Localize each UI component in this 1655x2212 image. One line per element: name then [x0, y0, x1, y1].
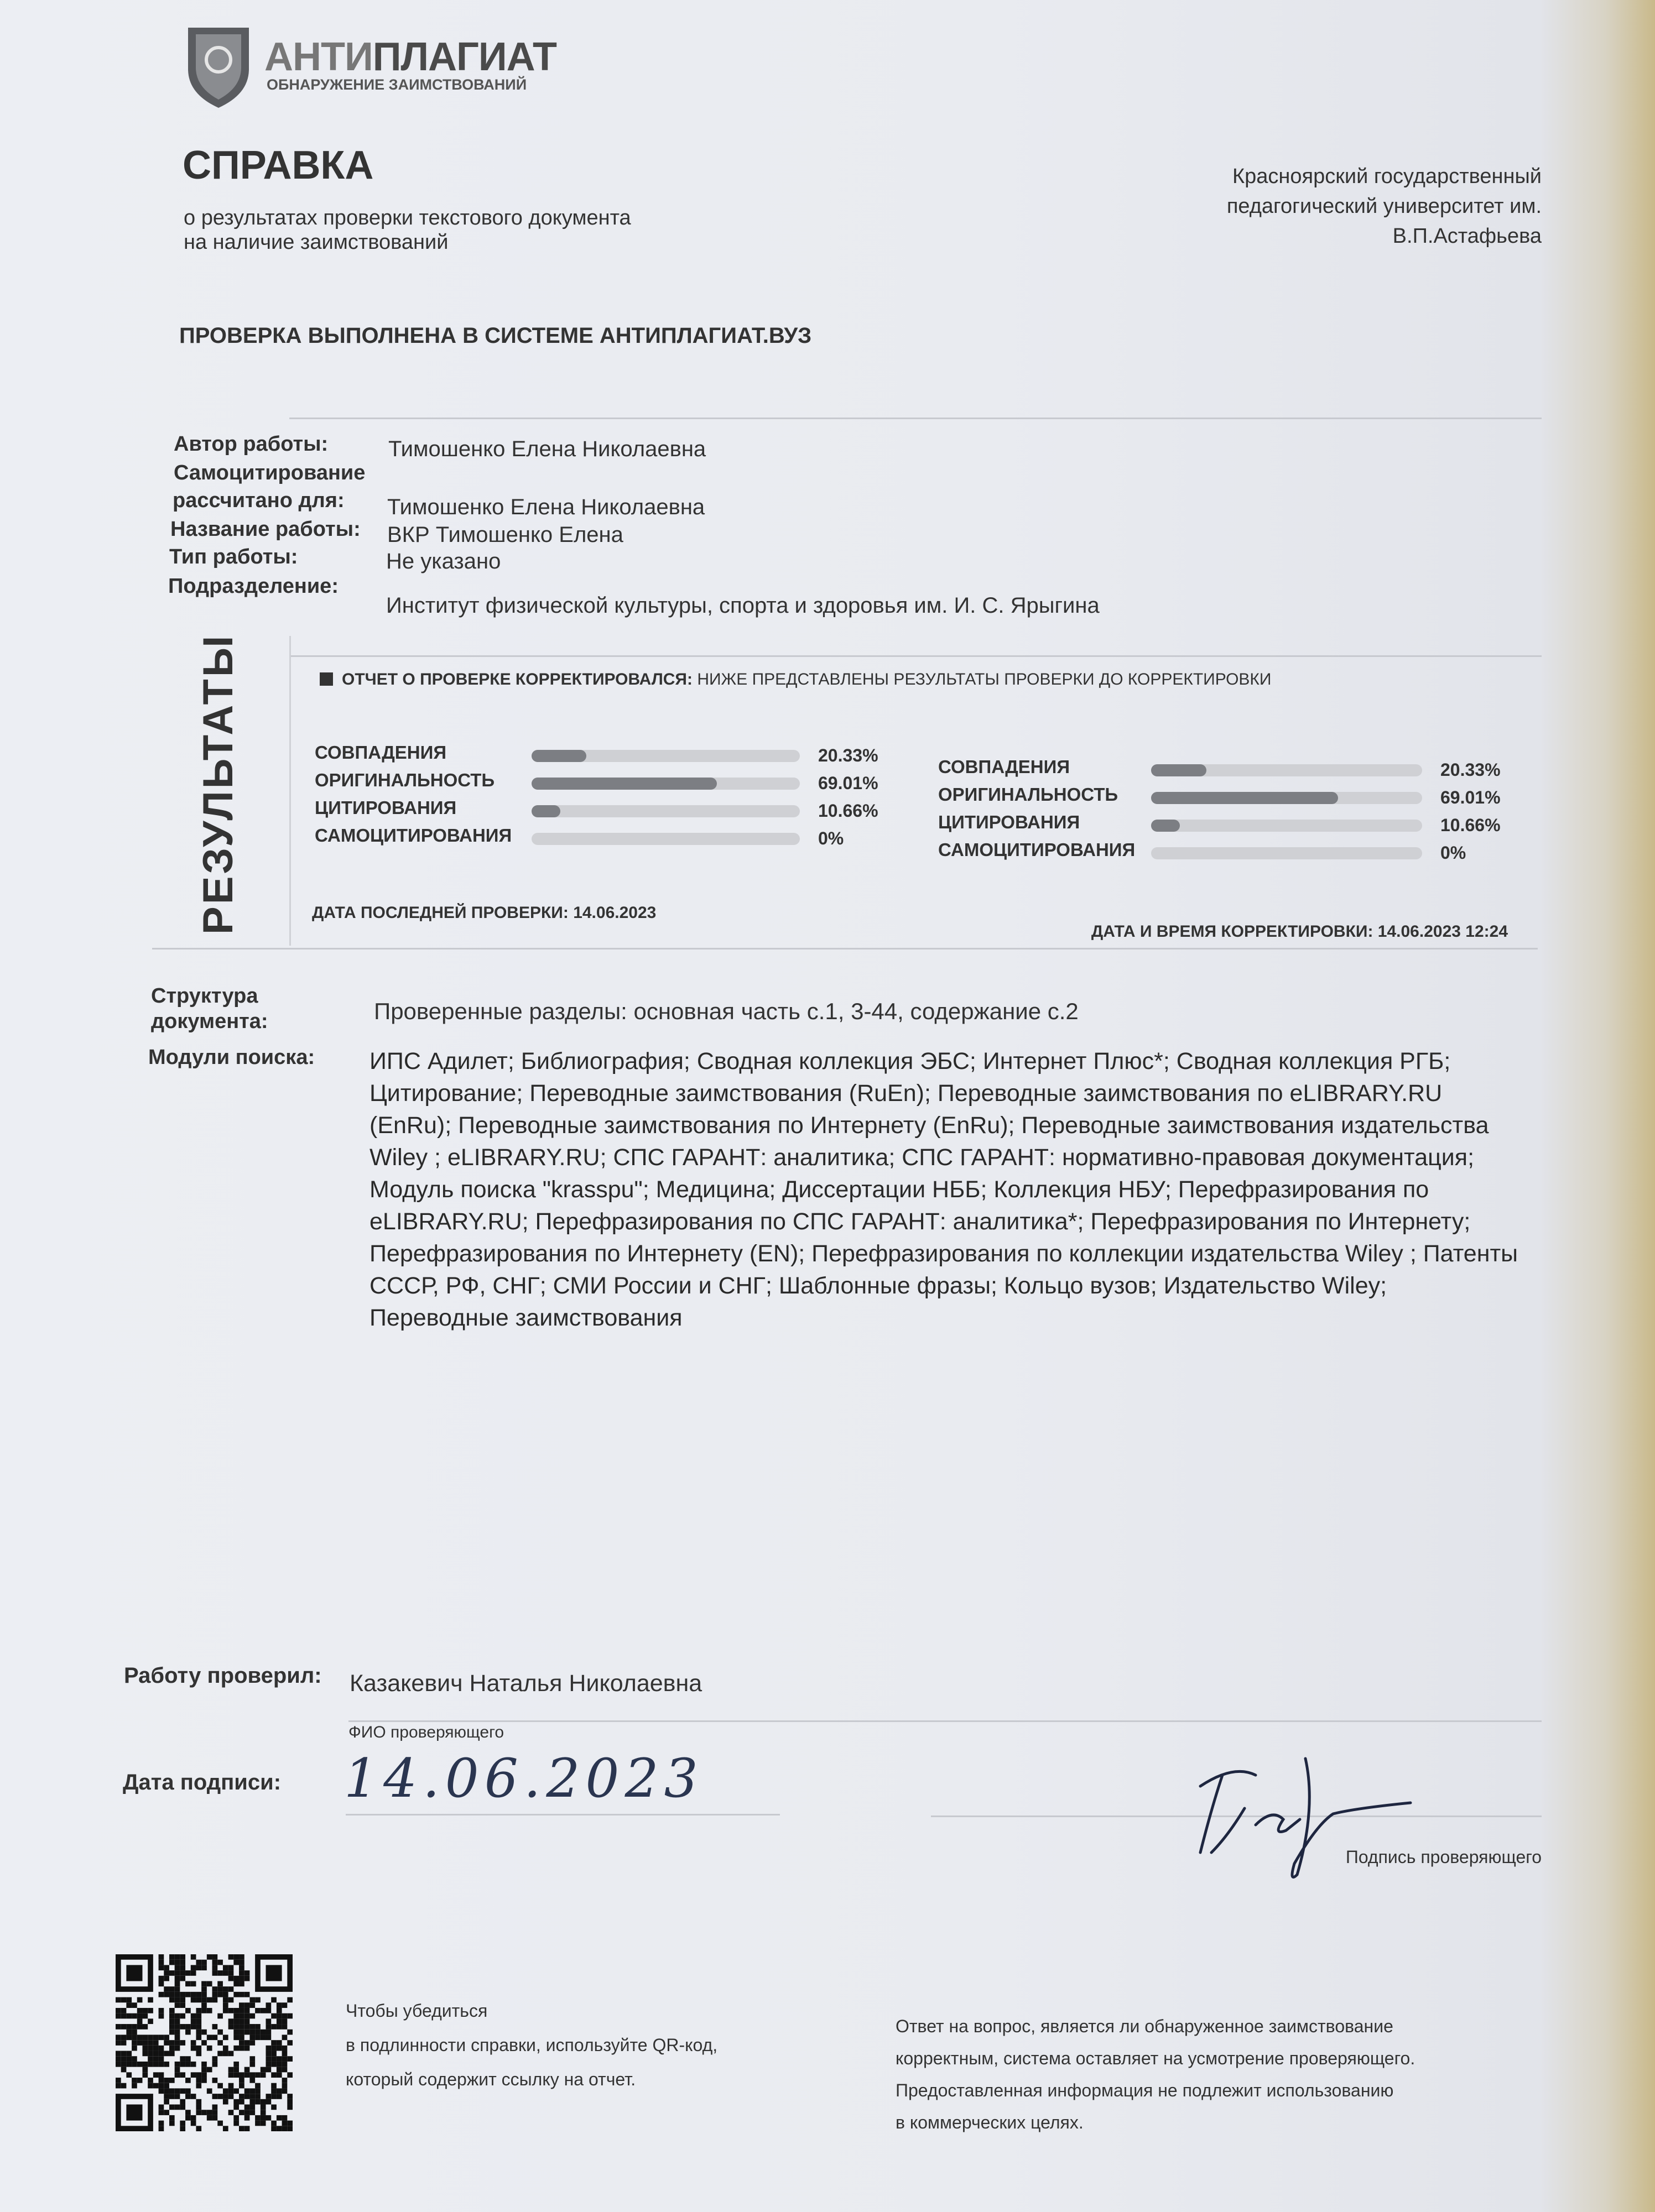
disclaimer-line: в коммерческих целях.	[896, 2112, 1084, 2132]
metric-label: ЦИТИРОВАНИЯ	[938, 812, 1080, 832]
structure-value: Проверенные разделы: основная часть с.1, 3-44, содержание с.2	[374, 998, 1079, 1024]
sign-date-label: Дата подписи:	[123, 1770, 282, 1794]
metric-bar	[532, 750, 800, 762]
logo-part1: АНТИ	[264, 35, 373, 79]
metric-label: САМОЦИТИРОВАНИЯ	[938, 839, 1136, 860]
document-title: СПРАВКА	[183, 143, 374, 187]
metric-bar-fill	[1151, 764, 1206, 776]
metric-bar	[532, 778, 800, 790]
modules-label: Модули поиска:	[148, 1046, 315, 1069]
metric-value: 20.33%	[818, 745, 878, 765]
metric-label: ОРИГИНАЛЬНОСТЬ	[315, 770, 495, 790]
field-label-author: Автор работы:	[174, 432, 329, 456]
divider	[348, 1720, 1542, 1722]
results-border	[289, 636, 291, 946]
metric-label: ОРИГИНАЛЬНОСТЬ	[938, 784, 1118, 805]
metric-value: 10.66%	[1440, 815, 1501, 835]
subtitle-line: на наличие заимствований	[184, 231, 449, 254]
field-label-selfcite: Самоцитирование	[174, 461, 366, 484]
disclaimer-line: корректным, система оставляет на усмотрение проверяющего.	[896, 2048, 1415, 2068]
logo-part2: ПЛАГИАТ	[372, 35, 556, 79]
metric-row	[315, 742, 923, 770]
disclaimer-line: Ответ на вопрос, является ли обнаруженное заимствование	[896, 2016, 1393, 2036]
field-value-type: Не указано	[386, 549, 501, 573]
metric-label: САМОЦИТИРОВАНИЯ	[315, 825, 512, 846]
checked-by-name: Казакевич Наталья Николаевна	[350, 1670, 702, 1697]
metric-bar-fill	[1151, 792, 1338, 804]
field-label-selfcite-for: рассчитано для:	[173, 489, 345, 512]
divider	[346, 1814, 780, 1815]
structure-label-line: Структура	[151, 984, 258, 1008]
qr-instructions	[346, 1994, 717, 2096]
structure-label-line: документа:	[151, 1010, 268, 1033]
note-rest: НИЖЕ ПРЕДСТАВЛЕНЫ РЕЗУЛЬТАТЫ ПРОВЕРКИ ДО КОРРЕКТИРОВКИ	[697, 670, 1272, 688]
organization	[1227, 161, 1542, 251]
metric-value: 69.01%	[1440, 787, 1501, 807]
field-label-type: Тип работы:	[169, 545, 298, 568]
checked-by-label: Работу проверил:	[124, 1663, 322, 1688]
note-bold: ОТЧЕТ О ПРОВЕРКЕ КОРРЕКТИРОВАЛСЯ:	[342, 670, 693, 688]
metric-value: 20.33%	[1440, 760, 1501, 780]
qr-code[interactable]	[116, 1953, 293, 2132]
square-bullet-icon	[320, 672, 333, 686]
metric-row	[938, 757, 1547, 784]
structure-label	[151, 983, 268, 1034]
qr-text-line: Чтобы убедиться	[346, 2001, 488, 2021]
correction-date: ДАТА И ВРЕМЯ КОРРЕКТИРОВКИ: 14.06.2023 12:24	[1091, 922, 1508, 941]
divider	[289, 418, 1542, 419]
org-line: педагогический университет им.	[1226, 195, 1542, 218]
fio-caption: ФИО проверяющего	[348, 1723, 504, 1741]
org-line: В.П.Астафьева	[1392, 225, 1542, 248]
metric-bar-fill	[532, 778, 717, 790]
metric-bar	[1151, 820, 1422, 832]
metric-row	[315, 825, 923, 853]
metric-row	[315, 770, 923, 797]
field-value-title: ВКР Тимошенко Елена	[387, 523, 623, 547]
metric-value: 69.01%	[818, 773, 878, 793]
metric-row	[938, 839, 1547, 867]
antiplagiat-logo-shield-icon	[183, 17, 254, 111]
metric-label: СОВПАДЕНИЯ	[315, 742, 447, 763]
metric-label: ЦИТИРОВАНИЯ	[315, 797, 457, 818]
field-value-selfcite-for: Тимошенко Елена Николаевна	[387, 495, 705, 519]
metric-label: СОВПАДЕНИЯ	[938, 757, 1070, 777]
metric-bar-fill	[1151, 820, 1180, 832]
metric-value: 10.66%	[818, 801, 878, 821]
disclaimer	[896, 2010, 1415, 2138]
metric-row	[938, 784, 1547, 812]
results-before	[315, 742, 923, 864]
metric-bar	[1151, 764, 1422, 776]
results-title-text: РЕЗУЛЬТАТЫ	[195, 633, 242, 935]
field-value-author: Тимошенко Елена Николаевна	[388, 437, 706, 461]
metric-bar	[532, 805, 800, 817]
divider	[289, 655, 1542, 657]
correction-note	[320, 670, 1271, 689]
logo-tagline: ОБНАРУЖЕНИЕ ЗАИМСТВОВАНИЙ	[267, 76, 527, 93]
results-after	[938, 757, 1547, 878]
field-label-title: Название работы:	[170, 518, 361, 541]
metric-row	[315, 797, 923, 825]
divider	[152, 948, 1538, 950]
org-line: Красноярский государственный	[1232, 165, 1542, 188]
metric-bar	[1151, 792, 1422, 804]
handwritten-date: 14.06.2023	[344, 1747, 704, 1809]
field-label-department: Подразделение:	[168, 575, 339, 598]
disclaimer-line: Предоставленная информация не подлежит использованию	[896, 2080, 1394, 2100]
metric-bar-fill	[532, 805, 560, 817]
results-section-title	[183, 633, 254, 935]
signature-caption: Подпись проверяющего	[1345, 1847, 1542, 1867]
document-subtitle	[184, 206, 631, 254]
field-value-department: Институт физической культуры, спорта и здоровья им. И. С. Ярыгина	[386, 593, 1100, 618]
metric-value: 0%	[818, 828, 844, 848]
logo-title	[264, 34, 556, 80]
metric-bar	[1151, 847, 1422, 859]
qr-text-line: в подлинности справки, используйте QR-код,	[346, 2035, 718, 2055]
system-line: ПРОВЕРКА ВЫПОЛНЕНА В СИСТЕМЕ АНТИПЛАГИАТ.ВУЗ	[179, 324, 812, 348]
modules-value: ИПС Адилет; Библиография; Сводная коллекция ЭБС; Интернет Плюс*; Сводная коллекция РГБ; Цитирование; Переводные заимствования (RuEn); Переводные заимствования по eLIBRARY.RU (EnRu); Переводные заимствования по Интернету (EnRu); Переводные заимствования издательства Wiley ; eLIBRARY.RU; СПС ГАРАНТ: аналитика; СПС ГАРАНТ: нормативно-правовая документация; Модуль поиска "krasspu"; Медицина; Диссертации НББ; Коллекция НБУ; Перефразирования по eLIBRARY.RU; Перефразирования по СПС ГАРАНТ: аналитика*; Перефразирования по Интернету; Перефразирования по Интернету (EN); Перефразирования по коллекции издательства Wiley ; Патенты СССР, РФ, СНГ; СМИ России и СНГ; Шаблонные фразы; Кольцо вузов; Издательство Wiley; Переводные заимствования	[369, 1048, 1518, 1331]
metric-bar-fill	[532, 750, 586, 762]
last-check-date: ДАТА ПОСЛЕДНЕЙ ПРОВЕРКИ: 14.06.2023	[312, 904, 657, 922]
metric-bar	[532, 833, 800, 845]
qr-text-line: который содержит ссылку на отчет.	[346, 2069, 636, 2089]
metric-row	[938, 812, 1547, 839]
subtitle-line: о результатах проверки текстового документа	[184, 206, 631, 229]
metric-value: 0%	[1440, 843, 1466, 863]
